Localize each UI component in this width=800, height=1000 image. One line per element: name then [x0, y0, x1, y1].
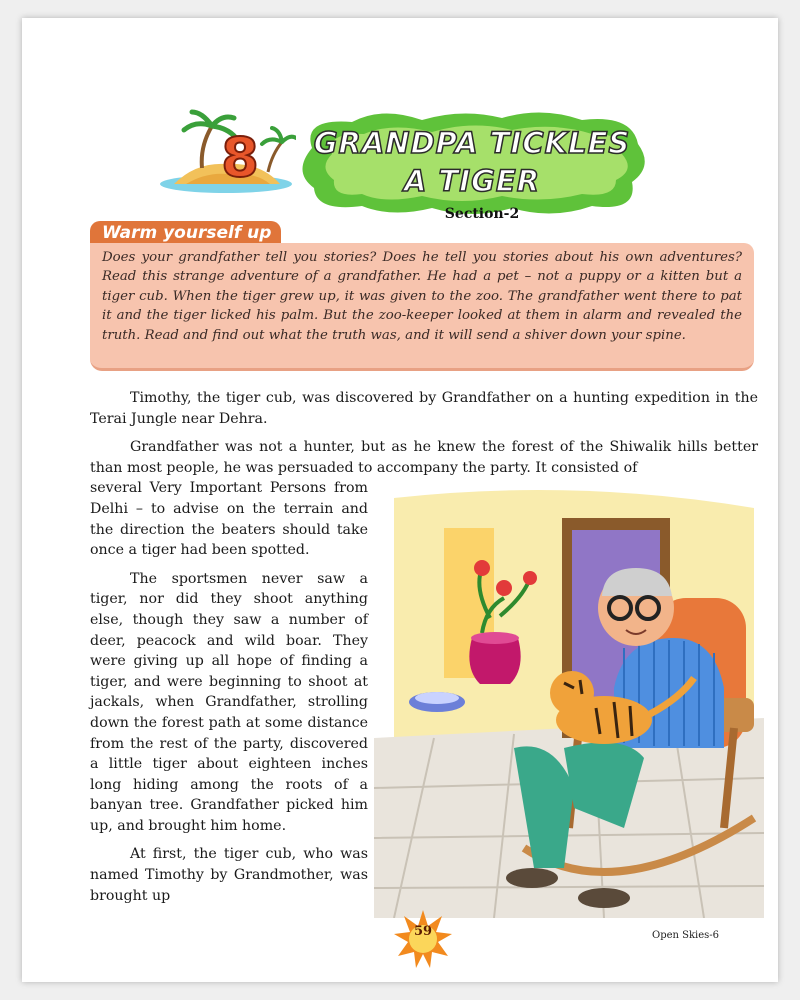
warm-up-box — [90, 243, 754, 371]
title-line-2: A TIGER — [403, 164, 541, 198]
chapter-title — [312, 124, 632, 200]
story-paragraph-1: Timothy, the tiger cub, was discovered by Grandfather on a hunting expedition in the Terai Jungle near Dehra. — [90, 390, 758, 427]
textbook-page — [22, 18, 778, 982]
story-paragraph-4: At first, the tiger cub, who was named Timothy by Grandmother, was brought up — [90, 846, 368, 904]
title-line-1: GRANDPA TICKLES — [313, 126, 631, 160]
story-paragraph-2-cont: several Very Important Persons from Delhi – to advise on the terrain and the direction the beaters should take once a tiger had been spotted. — [90, 480, 368, 559]
section-label: Section-2 — [444, 206, 520, 222]
warm-up-text: Does your grandfather tell you stories? Does he tell you stories about his own adventures? Read this strange adventure of a grandfather. He had a pet – not a puppy or a kitten but a tiger cub. When the tiger grew up, it was given to the zoo. The grandfather went there to pat it and the tiger licked his palm. But the zoo-keeper looked at them in alarm and revealed the truth. Read and find out what the truth was, and it will send a shiver down your spine. — [102, 250, 742, 343]
story-paragraph-3: The sportsmen never saw a tiger, nor did they shoot anything else, though they saw a number of deer, peacock and wild boar. They were giving up all hope of finding a tiger, and were beginning to shoot at jackals, when Grandfather, strolling down the forest path at some distance from the rest of the party, discovered a little tiger about eighteen inches long hiding among the roots of a banyan tree. Grandfather picked him up, and brought him home. — [90, 570, 368, 834]
chapter-number: 8 — [221, 126, 259, 189]
grandpa-tiger-illustration — [374, 488, 764, 918]
warm-up-heading: Warm yourself up — [90, 221, 281, 246]
page-number-sun-icon — [394, 910, 452, 968]
story-column — [90, 478, 368, 906]
book-name: Open Skies-6 — [652, 930, 720, 941]
page-number: 59 — [413, 924, 433, 939]
story-paragraph-2: Grandfather was not a hunter, but as he knew the forest of the Shiwalik hills better than most people, he was persuaded to accompany the party. It consisted of — [90, 439, 758, 476]
